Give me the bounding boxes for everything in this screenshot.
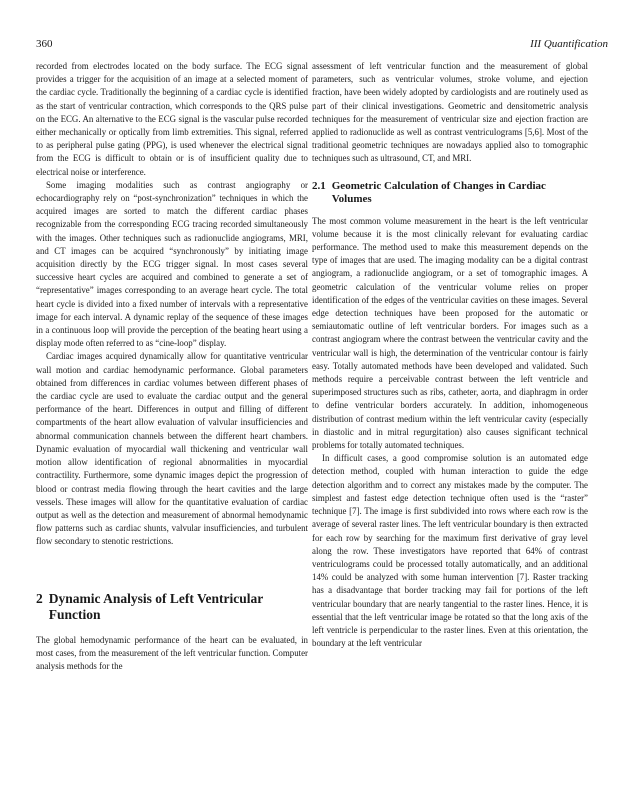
section-2-number: 2 <box>36 590 43 606</box>
right-paragraph-1: assessment of left ventricular function and the measurement of global parameters, such as ventricular volumes, stroke volume, and ejection fraction, have been widely adopted by cardiologists and are routinely used as part of their clinical investigations. Geometric and densitometric analysis techniques for the measurement of ventricular size and ejection fraction are applied to radionuclide as well as contrast ventriculograms [5,6]. Most of the traditional geometric techniques are nowadays applied also to tomographic techniques such as ultrasound, CT, and MRI. <box>312 61 588 164</box>
section-2-1-number: 2.1 <box>312 179 326 192</box>
page-number: 360 <box>36 38 53 50</box>
section-2-title: Dynamic Analysis of Left Ventricular Function <box>48 590 264 623</box>
section-2-1-heading <box>312 180 588 207</box>
left-paragraph-2: Some imaging modalities such as contrast angiography or echocardiography rely on “post-synchronization” techniques in which the acquired images are sorted to match the different cardiac phases recognizable from the corresponding ECG tracing recorded simultaneously with the images. Other techniques such as radionuclide angiograms, MRI, and CT images can be acquired “synchronously” by initiating image acquisition directly by the ECG trigger signal. In most cases several successive heart cycles are acquired and combined to generate a set of “representative” images corresponding to an average heart cycle. The total heart cycle is divided into a fixed number of intervals with a representative image for each interval. A dynamic replay of the sequence of these images in a continuous loop will provide the perception of the beating heart using a display mode often referred to as “cine-loop” display. <box>36 179 308 349</box>
section-2-heading <box>36 591 308 624</box>
left-paragraph-4: The global hemodynamic performance of the heart can be evaluated, in most cases, from the measurement of the left ventricular function. Computer analysis methods for the <box>36 634 308 671</box>
left-paragraph-1: recorded from electrodes located on the body surface. The ECG signal provides a trigger for the acquisition of an image at a selected moment of the cardiac cycle. Traditionally the beginning of a cardiac cycle is identified as the start of ventricular contraction, which corresponds to the QRS pulse on the ECG. An alternative to the ECG signal is the vascular pulse recorded either mechanically or optically from limb extremities. This signal, referred to as peripheral pulse gating (PPG), is used whenever the electrical signal from the ECG is difficult to obtain or is of insufficient quality due to electrical noise or interference. <box>36 61 308 177</box>
running-head: III Quantification <box>530 38 608 50</box>
left-column <box>36 60 308 673</box>
section-2-1-title: Geometric Calculation of Changes in Cardiac Volumes <box>331 179 546 206</box>
right-paragraph-3: In difficult cases, a good compromise solution is an automated edge detection method, coupled with human interaction to guide the edge detection algorithm and to correct any mistakes made by the computer. The simplest and fastest edge detection technique often used is the “raster” technique [7]. The image is first subdivided into rows where each row is the average of several raster lines. The left ventricular boundary is then extracted for each row by searching for the maximum first derivative of gray level along the row. These investigators have reported that 64% of contrast ventriculograms could be processed totally automatically, and an additional 14% could be analyzed with some human intervention [7]. Raster tracking has a disadvantage that border tracking may fail for portions of the left ventricular boundary that are nearly tangential to the raster lines. Hence, it is essential that the left ventricular image be rotated so that the long axis of the left ventricle is perpendicular to the raster lines. Even at this orientation, the boundary at the left ventricular <box>312 453 588 649</box>
right-paragraph-2: The most common volume measurement in the heart is the left ventricular volume because it is the most clinically relevant for evaluating cardiac performance. The method used to make this measurement depends on the type of images that are used. The imaging modality can be a digital contrast angiogram, a radionuclide angiogram, or a set of tomographic images. A geometric calculation of the ventricular volume relies on proper identification of the edges of the ventricular cavities on these images. Several edge detection techniques have been proposed for the automatic or semiautomatic outline of left ventricular borders. For images such as a contrast angiogram where the contrast between the ventricular cavity and the ventricular wall is high, the determination of the ventricular contour is fairly easy. Totally automated methods have been developed and validated. Such methods require a perceivable contrast between the left ventricle and superimposed structures such as ribs, catheter, aorta, and diaphragm in order to define ventricular borders accurately. In addition, inhomogeneous distribution of contrast medium within the left ventricular cavity (especially in diastolic and in mitral regurgitation) also causes significant technical problems for totally automated techniques. <box>312 215 588 451</box>
left-paragraph-3: Cardiac images acquired dynamically allow for quantitative ventricular wall motion and cardiac hemodynamic performance. Global parameters obtained from differences in cardiac volumes between different phases of the cardiac cycle are used to evaluate the cardiac output and the general performance of the heart. Differences in output and filling of different compartments of the heart allow evaluation of valvular insufficiencies and abnormal communication channels between the different heart chambers. Dynamic evaluation of myocardial wall thickening and ventricular wall motion allow identification of regional abnormalities in myocardial contractility. Furthermore, some dynamic images depict the progression of blood or contrast media flowing through the heart cavities and the large vessels. These images will allow for the quantitative evaluation of cardiac output as well as the detection and measurement of abnormal hemodynamic flow patterns such as cardiac shunts, valvular insufficiencies, and turbulent flow secondary to stenotic restrictions. <box>36 351 308 547</box>
right-column <box>312 60 588 650</box>
